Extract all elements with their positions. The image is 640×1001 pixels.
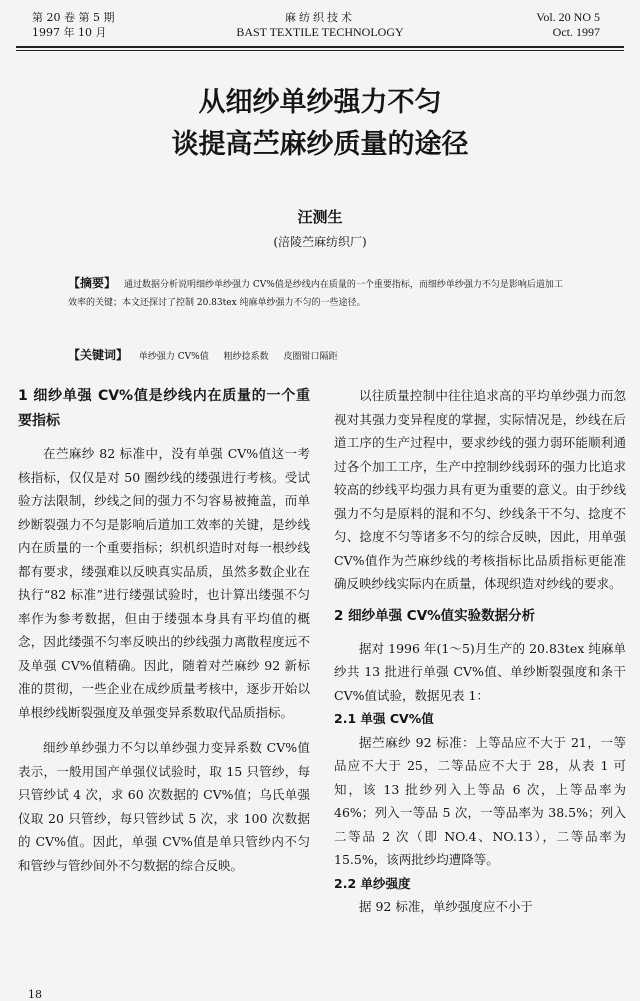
author-affiliation: (涪陵苎麻纺织厂) [273,235,367,249]
subsection-2-2-heading: 2.2 单纱强度 [334,875,411,891]
header-volume-info-en [536,10,600,40]
body-paragraph: 据对 1996 年(1～5)月生产的 20.83tex 纯麻单纱共 13 批进行单强 CV%值、单纱断裂强度和条干 CV%值试验，数据见表 1： [334,640,626,703]
keyword: 皮圈钳口隔距 [283,352,338,362]
header-volume-issue: 第 20 卷 第 5 期 [32,11,115,24]
body-paragraph: 在苎麻纱 82 标准中，没有单强 CV%值这一考核指标，仅仅是对 50 圈纱线的缕强进行考核。受试验方法限制，纱线之间的强力不匀容易被掩盖，而单纱断裂强力不匀是影响后道加工效率的关键，是纱线内在质量的一个重要指标；织机织造时对每一根纱线都有要求，缕强难以反映真实品质，虽然多数企业在执行“82 标准”进行缕强试验时，也计算出缕强不匀率作为参考数据，但由于缕强本身具有平均值的概念，因此缕强不匀率反映出的纱线强力离散程度远不及单强 CV%值精确。因此，随着对苎麻纱 92 新标准的贯彻，一些企业在成纱质量考核中，逐步开始以单根纱线断裂强度及单强变异系数取代品质指标。 [18,446,310,720]
header-date-en: Oct. 1997 [552,25,600,39]
body-paragraph: 以往质量控制中往往追求高的平均单纱强力而忽视对其强力变异程度的掌握，实际情况是，纱线在后道工序的生产过程中，要求纱线的强力弱环能顺利通过各个加工工序，生产中控制纱线弱环的强力比追求较高的纱线平均强力具有更为重要的意义。由于纱线强力不匀是原料的混和不匀、纱线条干不匀、捻度不匀、捻度不匀等诸多不匀的综合反映，因此，用单强 CV%值作为苎麻纱线的考核指标比品质指标更能准确反映纱线实际内在质量，体现织造对纱线的要求。 [334,388,626,591]
keywords-label: 【关键词】 [68,348,129,362]
header-rule-thin [16,50,624,51]
header-volume-info [32,10,114,40]
section-1-heading: 1 细纱单强 CV%值是纱线内在质量的一个重要指标 [18,388,310,429]
subsection-2-1-heading: 2.1 单强 CV%值 [334,711,434,726]
left-column [18,384,310,877]
right-column [334,384,626,919]
abstract-text: 通过数据分析说明细纱单纱强力 CV%值是纱线内在质量的一个重要指标，而细纱单纱强力不匀是影响后道加工效率的关键；本文还探讨了控制 20.83tex 纯麻单纱强力不匀的一些途径。 [68,280,563,308]
body-paragraph: 据苎麻纱 92 标准：上等品应不大于 21，一等品应不大于 25，二等品应不大于 28，从表 1 可知，该 13 批纱列入上等品 6 次，上等品率为 46%；列入一等品 5 次，一等品率为 38.5%；列入二等品 2 次（即 NO.4、NO.13），二等品率为 15.5%，该两批纱均遭降等。 [334,734,626,867]
header-volume-en: Vol. 20 NO 5 [536,10,600,24]
keyword: 粗纱捻系数 [223,352,269,362]
journal-name [200,10,440,40]
journal-name-cn: 麻纺织技术 [285,11,355,24]
abstract-label: 【摘要】 [68,276,117,290]
keyword: 单纱强力 CV%值 [138,352,209,362]
running-header [0,8,640,44]
header-date: 1997 年 10 月 [32,26,107,39]
body-paragraph: 据 92 标准，单纱强度应不小于 [359,899,533,914]
page-number: 18 [28,988,42,1001]
journal-name-en: BAST TEXTILE TECHNOLOGY [236,25,404,39]
article-title-line2: 谈提高苎麻纱质量的途径 [171,129,469,160]
article-title [0,82,640,166]
header-rule-thick [16,46,624,48]
keywords-block [68,346,568,363]
article-title-line1: 从细纱单纱强力不匀 [198,87,442,118]
section-2-heading: 2 细纱单强 CV%值实验数据分析 [334,607,536,624]
body-paragraph: 细纱单纱强力不匀以单纱强力变异系数 CV%值表示，一般用国产单强仪试验时，取 15 只管纱，每只管纱试 4 次，求 60 次数据的 CV%值；乌氏单强仪取 20 只管纱，每只管纱试 5 次，求 100 次数据的 CV%值。因此，单强 CV%值是单只管纱内不匀和管纱与管纱间外不匀数据的综合反映。 [18,740,310,873]
abstract-block [68,274,568,312]
author-name: 汪测生 [297,208,343,226]
